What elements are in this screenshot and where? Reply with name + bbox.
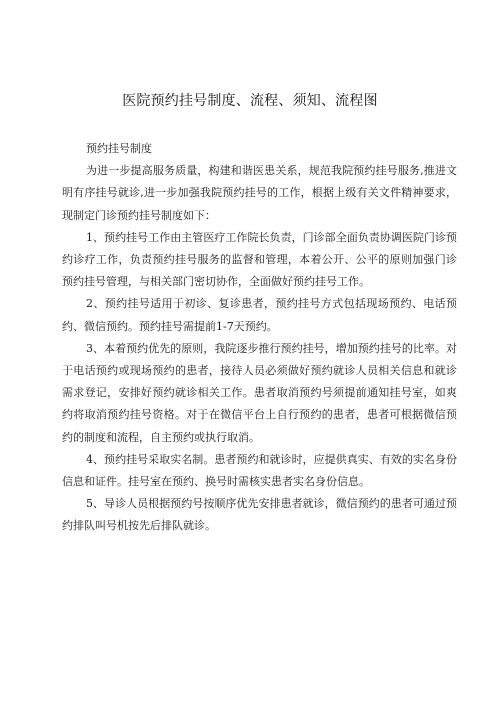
rule-paragraph-2: 2、预约挂号适用于初诊、复诊患者，预约挂号方式包括现场预约、电话预约、微信预约。预约挂号需提前1-7天预约。 — [62, 297, 457, 333]
intro-paragraph: 为进一步提高服务质量，构建和谐医患关系，规范我院预约挂号服务,推进文明有序挂号就诊,进一步加强我院预约挂号的工作，根据上级有关文件精神要求，现制定门诊预约挂号制度如下： — [62, 164, 457, 222]
document-body — [62, 138, 457, 538]
document-title: 医院预约挂号制度、流程、须知、流程图 — [122, 93, 378, 109]
rule-paragraph-1: 1、预约挂号工作由主管医疗工作院长负责，门诊部全面负责协调医院门诊预约诊疗工作，负责预约挂号服务的监督和管理，本着公开、公平的原则加强门诊预约挂号管理，与相关部门密切协作，全面做好预约挂号工作。 — [62, 230, 457, 289]
rule-paragraph-4: 4、预约挂号采取实名制。患者预约和就诊时，应提供真实、有效的实名身份信息和证件。挂号室在预约、换号时需核实患者实名身份信息。 — [62, 452, 457, 489]
rule-paragraph-5: 5、导诊人员根据预约号按顺序优先安排患者就诊，微信预约的患者可通过预约排队叫号机按先后排队就诊。 — [62, 497, 457, 533]
rule-paragraph-3: 3、本着预约优先的原则，我院逐步推行预约挂号，增加预约挂号的比率。对于电话预约或现场预约的患者，接待人员必须做好预约就诊人员相关信息和就诊需求登记，安排好预约就诊相关工作。患者取消预约号须提前通知挂号室，如爽约将取消预约挂号资格。对于在微信平台上自行预约的患者，患者可根据微信预约的制度和流程，自主预约或执行取消。 — [62, 341, 457, 444]
section-heading: 预约挂号制度 — [86, 142, 152, 155]
